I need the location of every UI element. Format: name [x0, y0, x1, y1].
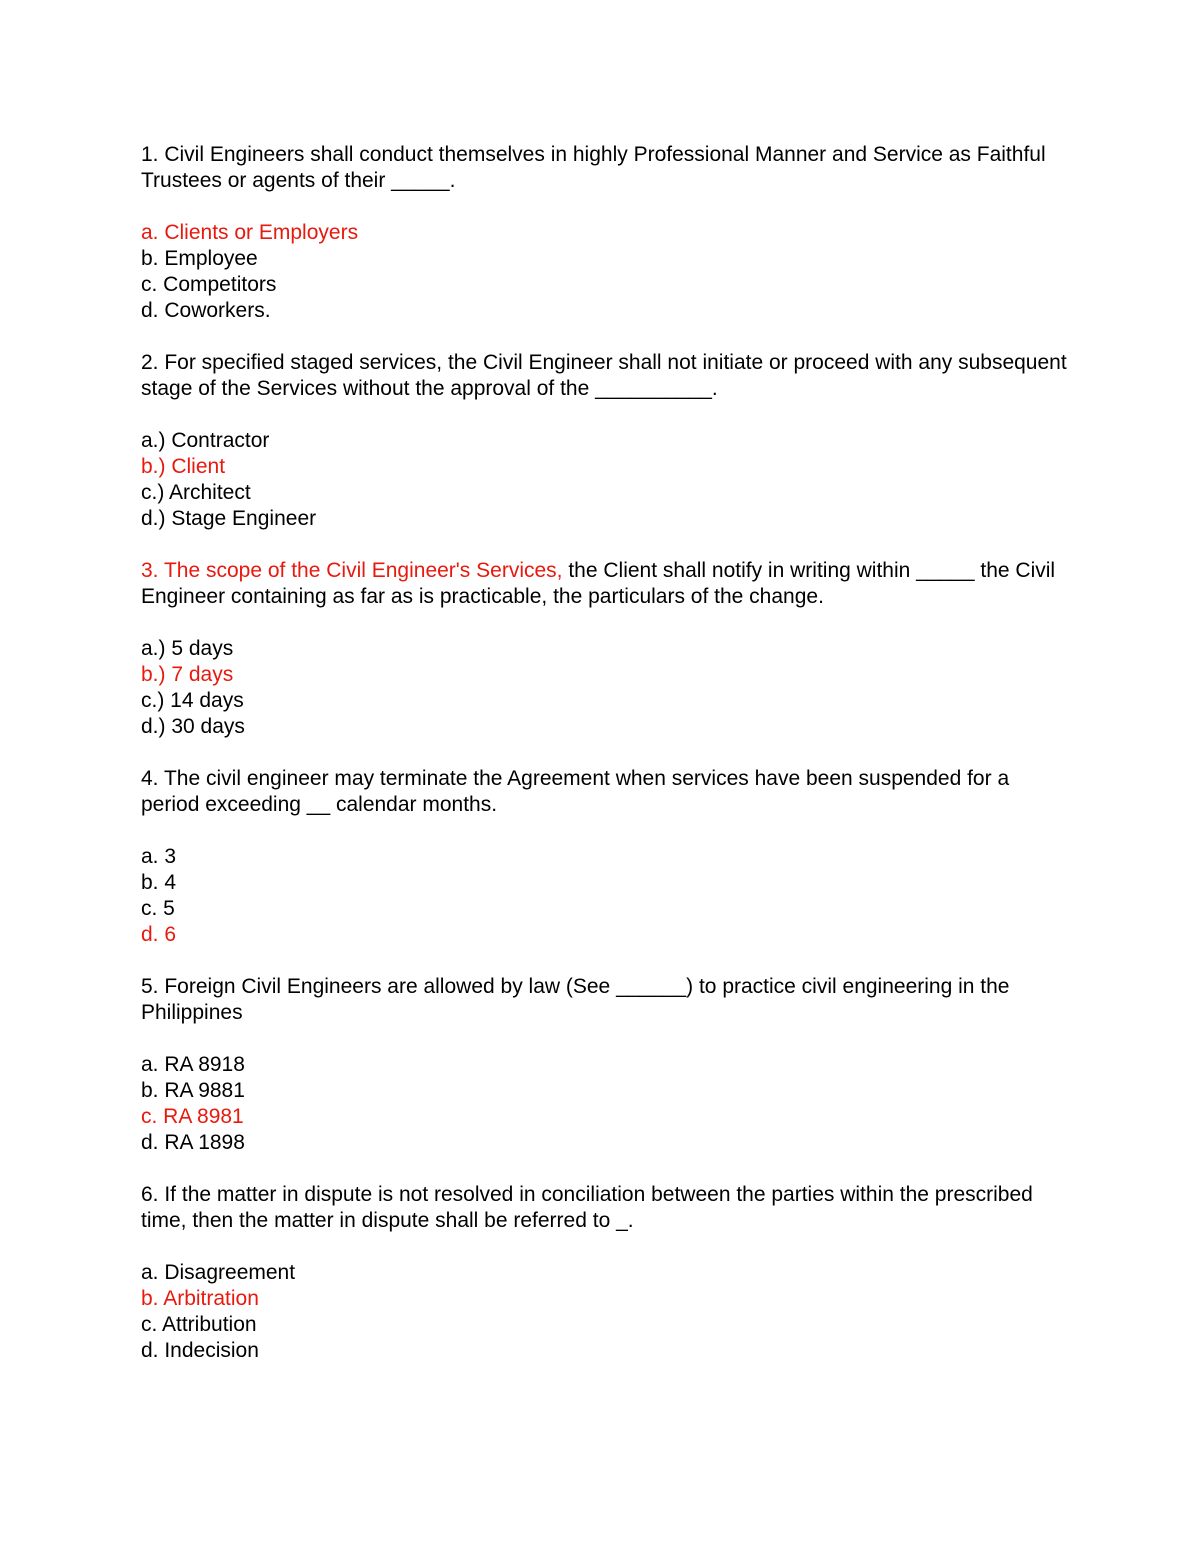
answer-option: d.) Stage Engineer [141, 507, 317, 530]
answer-option: b. 4 [141, 871, 177, 894]
answer-option: c. 5 [141, 897, 175, 920]
question-body: For specified staged services, the Civil Engineer shall not initiate or proceed with any subsequent stage of the Services without the approval of the __________. [141, 351, 1067, 400]
answer-option: d. RA 1898 [141, 1131, 245, 1154]
answer-option: d. 6 [141, 923, 177, 946]
answer-option: b. Employee [141, 247, 258, 270]
question-text [141, 974, 1071, 1026]
answer-options [141, 844, 1071, 948]
question-2 [141, 350, 1071, 532]
answer-option: c. Attribution [141, 1313, 257, 1336]
answer-option: b. RA 9881 [141, 1079, 245, 1102]
answer-option: b.) Client [141, 455, 226, 478]
question-number: 4. [141, 767, 159, 790]
question-number: 1. [141, 143, 159, 166]
question-body: The civil engineer may terminate the Agreement when services have been suspended for a period exceeding __ calendar months. [141, 767, 1010, 816]
question-4 [141, 766, 1071, 948]
answer-option: a.) 5 days [141, 637, 234, 660]
question-1 [141, 142, 1071, 324]
answer-options [141, 636, 1071, 740]
answer-option: d.) 30 days [141, 715, 245, 738]
question-3 [141, 558, 1071, 740]
answer-option: c. RA 8981 [141, 1105, 244, 1128]
question-text [141, 142, 1071, 194]
answer-options [141, 220, 1071, 324]
question-text [141, 766, 1071, 818]
answer-options [141, 428, 1071, 532]
document-page [141, 142, 1071, 1390]
question-body: Foreign Civil Engineers are allowed by law (See ______) to practice civil engineering in the Philippines [141, 975, 1010, 1024]
question-body: Civil Engineers shall conduct themselves in highly Professional Manner and Service as Faithful Trustees or agents of their _____. [141, 143, 1046, 192]
question-text [141, 350, 1071, 402]
answer-option: b.) 7 days [141, 663, 234, 686]
answer-option: c.) Architect [141, 481, 251, 504]
answer-option: a. Disagreement [141, 1261, 296, 1284]
answer-option: d. Indecision [141, 1339, 259, 1362]
question-number: 6. [141, 1183, 159, 1206]
answer-option: d. Coworkers. [141, 299, 271, 322]
question-body-highlighted: The scope of the Civil Engineer's Services, [158, 559, 563, 582]
answer-option: a. 3 [141, 845, 177, 868]
answer-option: a. RA 8918 [141, 1053, 245, 1076]
question-number: 2. [141, 351, 159, 374]
answer-option: c.) 14 days [141, 689, 244, 712]
answer-option: c. Competitors [141, 273, 277, 296]
question-5 [141, 974, 1071, 1156]
answer-option: b. Arbitration [141, 1287, 259, 1310]
answer-options [141, 1052, 1071, 1156]
answer-option: a. Clients or Employers [141, 221, 359, 244]
question-text [141, 558, 1071, 610]
question-number: 5. [141, 975, 159, 998]
question-body: If the matter in dispute is not resolved in conciliation between the parties within the prescribed time, then the matter in dispute shall be referred to _. [141, 1183, 1033, 1232]
question-text [141, 1182, 1071, 1234]
answer-option: a.) Contractor [141, 429, 270, 452]
answer-options [141, 1260, 1071, 1364]
question-number: 3. [141, 559, 159, 582]
question-body: the Client shall notify in writing within _____ the Civil Engineer containing as far as is practicable, the particulars of the change. [141, 559, 1056, 608]
question-6 [141, 1182, 1071, 1364]
